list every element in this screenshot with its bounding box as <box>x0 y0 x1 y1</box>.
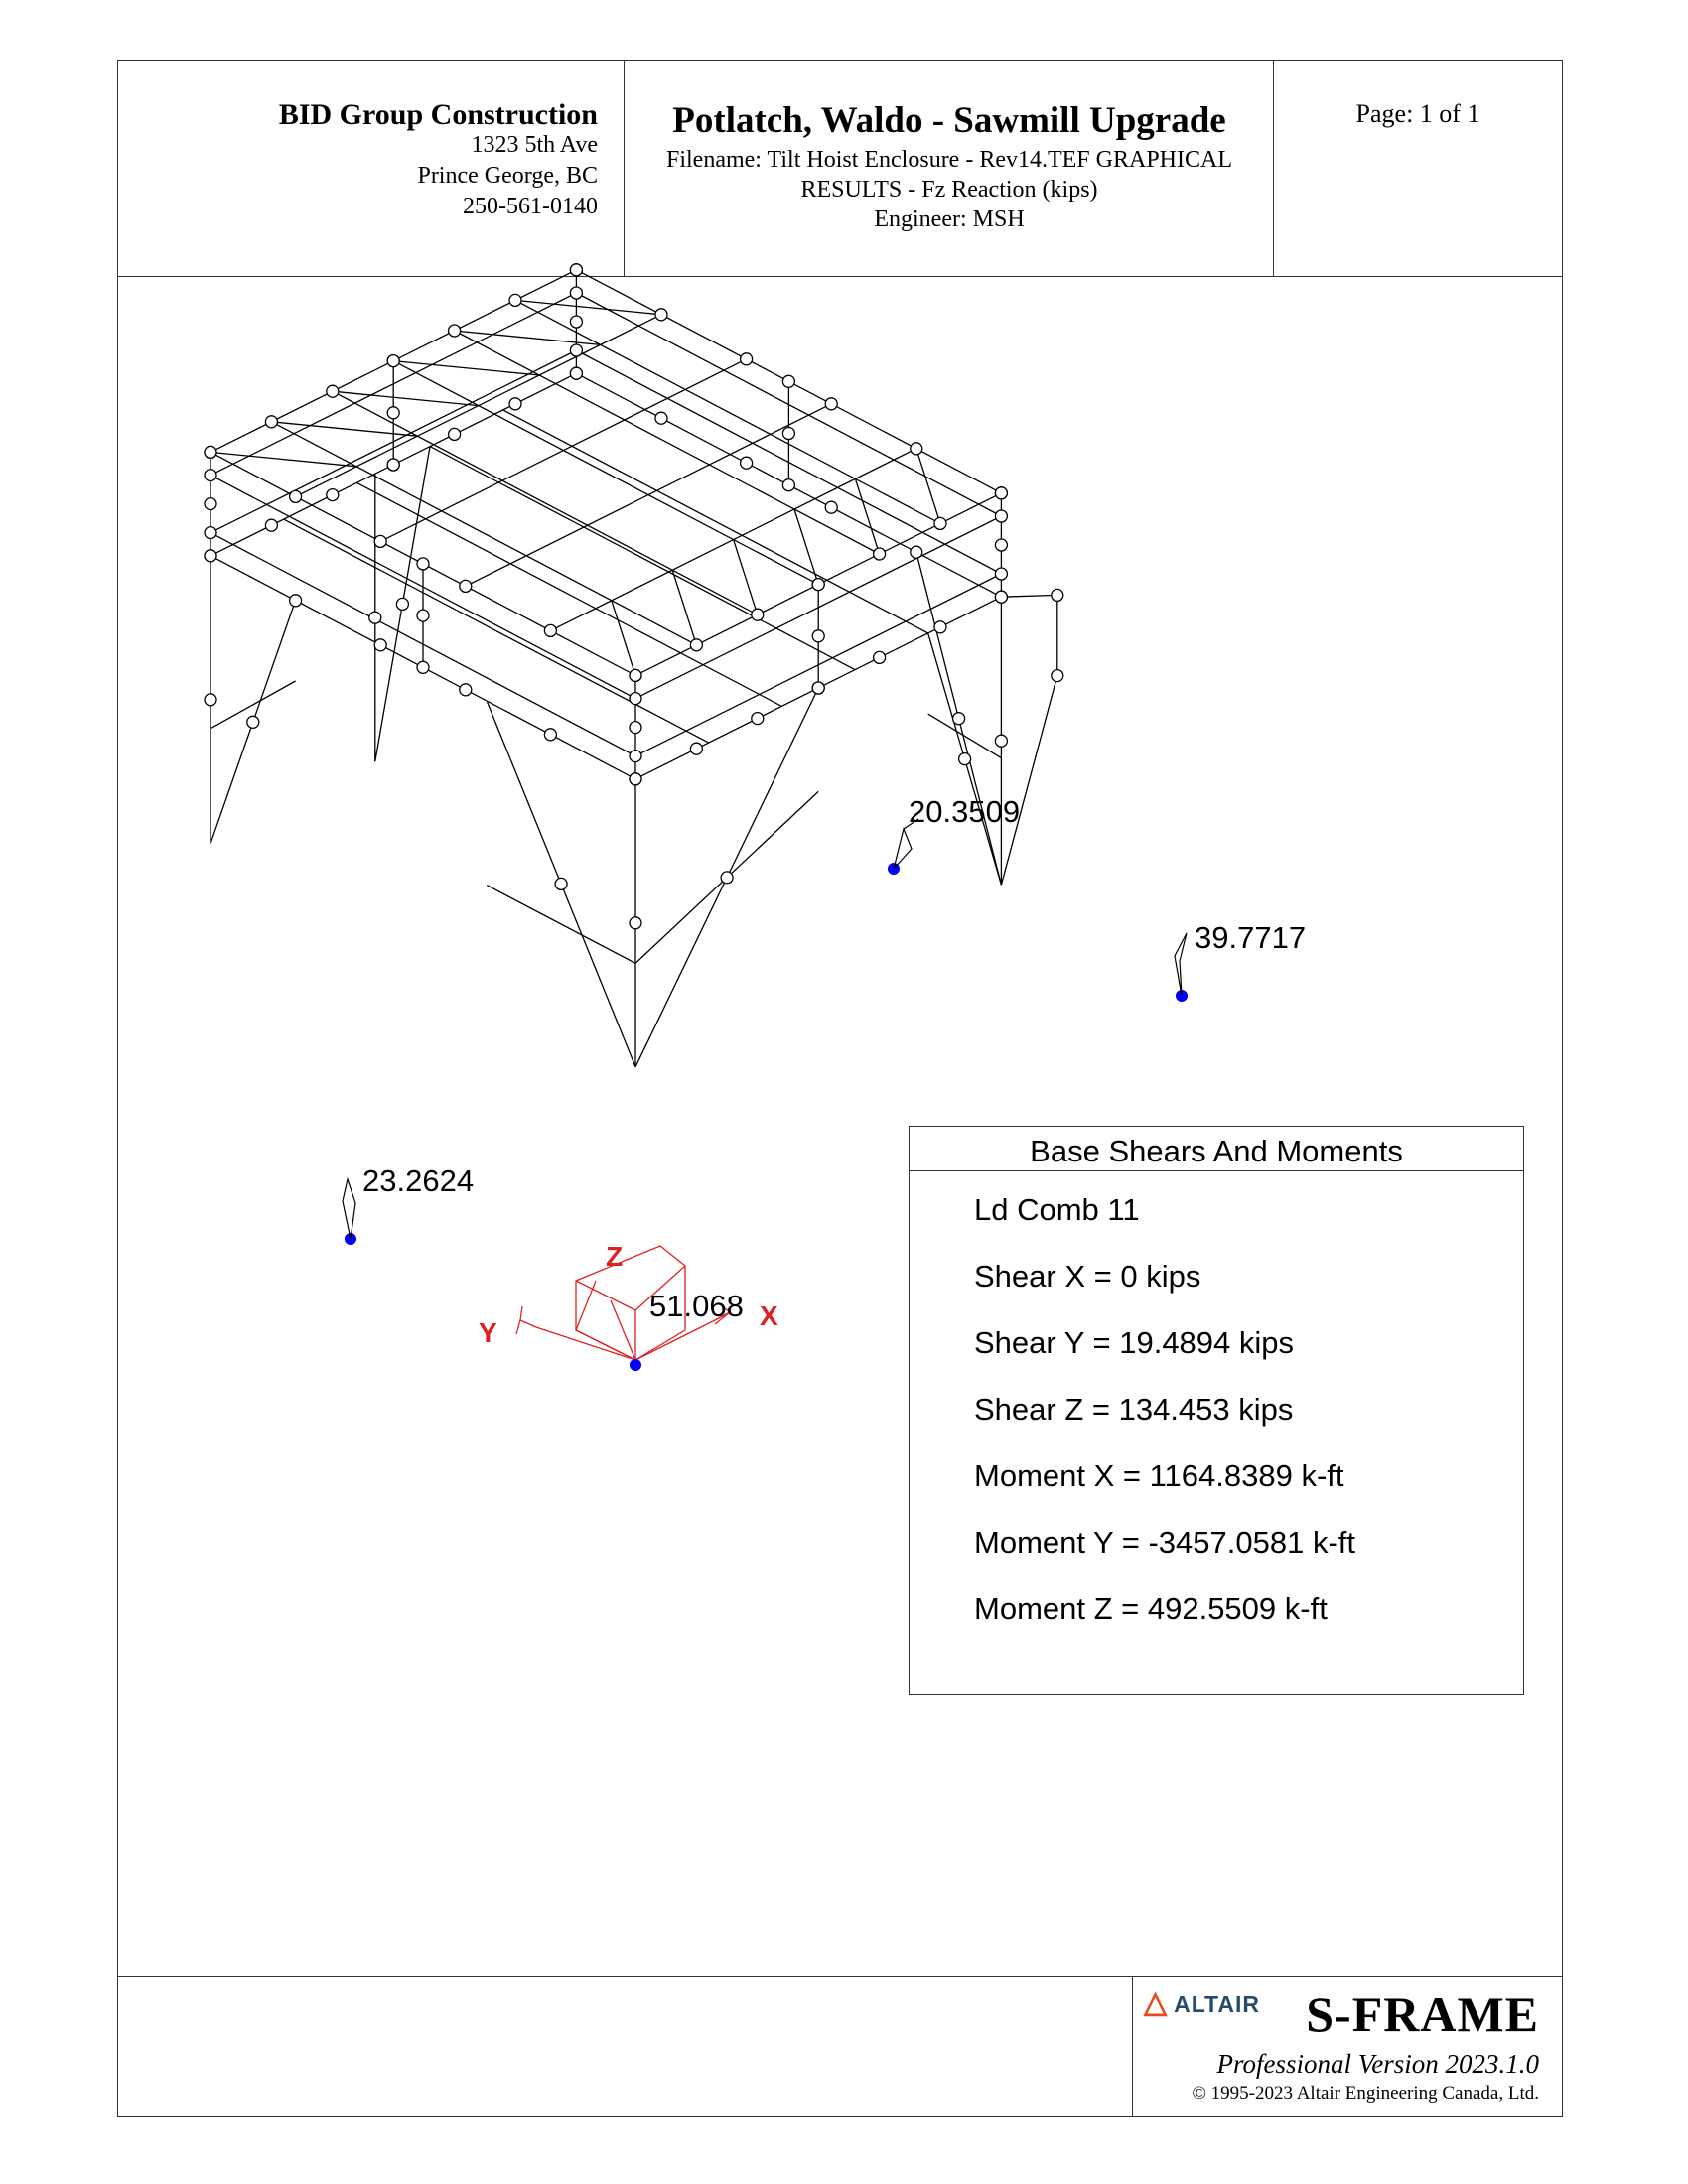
frame-node <box>544 729 556 741</box>
legend-title: Base Shears And Moments <box>910 1127 1523 1171</box>
frame-node <box>205 498 216 510</box>
frame-node <box>741 353 753 365</box>
product-name: S-FRAME <box>1306 1986 1539 2042</box>
legend-row-load-combination: Ld Comb 11 <box>974 1192 1140 1227</box>
frame-node <box>959 753 971 765</box>
frame-node <box>630 722 641 734</box>
frame-node <box>205 694 216 706</box>
frame-node <box>995 591 1007 603</box>
product-version: Professional Version 2023.1.0 <box>1216 2049 1539 2079</box>
frame-node <box>449 428 461 440</box>
page-number: Page: 1 of 1 <box>1355 99 1480 128</box>
altair-triangle-icon: △ <box>1144 1986 1169 2019</box>
frame-node <box>782 479 794 491</box>
frame-node <box>874 651 886 663</box>
frame-node <box>995 487 1007 499</box>
frame-node <box>417 610 429 621</box>
frame-node <box>265 416 277 428</box>
reaction-label: 20.3509 <box>909 794 1021 829</box>
frame-node <box>630 751 641 762</box>
frame-member <box>1001 595 1056 597</box>
frame-node <box>995 510 1007 522</box>
company-name: BID Group Construction <box>278 98 598 131</box>
frame-node <box>509 294 521 306</box>
frame-member <box>380 359 746 542</box>
frame-node <box>655 412 667 424</box>
frame-node <box>812 579 824 591</box>
frame-node <box>374 639 386 651</box>
frame-node <box>630 917 641 929</box>
frame-node <box>721 872 733 884</box>
frame-node <box>630 669 641 681</box>
frame-node <box>544 624 556 636</box>
frame-member <box>466 404 831 587</box>
frame-node <box>812 682 824 694</box>
frame-node <box>630 773 641 785</box>
frame-node <box>570 344 582 356</box>
frame-node <box>934 517 946 529</box>
frame-node <box>934 621 946 633</box>
reaction-label: 39.7717 <box>1195 920 1307 955</box>
frame-node <box>374 535 386 547</box>
frame-node <box>570 316 582 328</box>
base-shears-legend <box>909 1126 1524 1695</box>
legend-row-moment-z: Moment Z = 492.5509 k-ft <box>974 1591 1328 1626</box>
frame-member <box>487 886 635 964</box>
frame-node <box>387 355 399 367</box>
legend-row-shear-y: Shear Y = 19.4894 kips <box>974 1325 1295 1360</box>
filename-line: Filename: Tilt Hoist Enclosure - Rev14.TEF GRAPHICAL <box>666 147 1232 173</box>
legend-row-moment-x: Moment X = 1164.8389 k-ft <box>974 1458 1344 1493</box>
frame-node <box>205 527 216 539</box>
copyright-notice: © 1995-2023 Altair Engineering Canada, Ltd. <box>1192 2083 1539 2104</box>
frame-node <box>417 661 429 673</box>
frame-node <box>290 595 302 607</box>
legend-row-shear-x: Shear X = 0 kips <box>974 1259 1201 1294</box>
frame-node <box>1052 589 1063 601</box>
frame-node <box>265 519 277 531</box>
frame-node <box>290 490 302 502</box>
company-address-line2: Prince George, BC <box>417 163 598 189</box>
axis-label-x: X <box>760 1300 778 1331</box>
frame-node <box>812 630 824 642</box>
frame-node <box>417 558 429 570</box>
frame-node <box>369 612 381 623</box>
frame-node <box>690 743 702 754</box>
frame-node <box>995 735 1007 747</box>
frame-node <box>953 713 965 725</box>
frame-member <box>503 410 928 633</box>
frame-node <box>825 501 837 513</box>
frame-node <box>570 264 582 276</box>
frame-node <box>741 457 753 469</box>
project-title: Potlatch, Waldo - Sawmill Upgrade <box>672 100 1226 141</box>
frame-node <box>752 713 764 725</box>
frame-node <box>874 548 886 560</box>
frame-member <box>515 300 940 523</box>
frame-node <box>911 443 922 455</box>
frame-node <box>327 385 339 397</box>
axis-label-z: Z <box>606 1241 624 1272</box>
frame-node <box>205 470 216 481</box>
frame-node <box>570 287 582 299</box>
frame-node <box>460 580 472 592</box>
axis-label-y: Y <box>479 1317 497 1348</box>
company-address-line1: 1323 5th Ave <box>471 132 598 158</box>
frame-node <box>387 459 399 471</box>
frame-nodes <box>205 264 1063 929</box>
frame-member <box>271 422 696 645</box>
frame-member <box>1001 676 1056 886</box>
frame-node <box>782 428 794 440</box>
altair-logo <box>1144 1985 1260 2020</box>
frame-node <box>752 609 764 620</box>
frame-node <box>205 446 216 458</box>
frame-node <box>396 598 408 610</box>
reaction-label: 23.2624 <box>362 1163 475 1198</box>
frame-node <box>205 550 216 562</box>
results-line: RESULTS - Fz Reaction (kips) <box>800 177 1098 203</box>
legend-row-moment-y: Moment Y = -3457.0581 k-ft <box>974 1525 1356 1560</box>
frame-node <box>555 878 567 889</box>
engineer-line: Engineer: MSH <box>874 206 1025 232</box>
frame-node <box>509 398 521 410</box>
frame-node <box>570 367 582 379</box>
support-marker <box>630 1359 641 1371</box>
company-phone: 250-561-0140 <box>463 194 598 219</box>
frame-node <box>825 398 837 410</box>
frame-node <box>911 546 922 558</box>
altair-logo-text: ALTAIR <box>1174 1991 1260 2017</box>
reaction-label: 51.068 <box>649 1289 744 1323</box>
frame-node <box>387 407 399 419</box>
frame-node <box>782 375 794 387</box>
frame-member <box>393 361 818 585</box>
frame-node <box>449 325 461 337</box>
frame-member <box>284 519 709 743</box>
frame-node <box>630 693 641 705</box>
frame-node <box>247 716 259 728</box>
frame-node <box>995 568 1007 580</box>
frame-node <box>690 639 702 651</box>
legend-row-shear-z: Shear Z = 134.453 kips <box>974 1392 1294 1427</box>
frame-member <box>455 331 880 554</box>
frame-node <box>460 684 472 696</box>
frame-node <box>327 489 339 501</box>
frame-node <box>1052 670 1063 682</box>
frame-node <box>995 539 1007 551</box>
frame-node <box>655 309 667 321</box>
